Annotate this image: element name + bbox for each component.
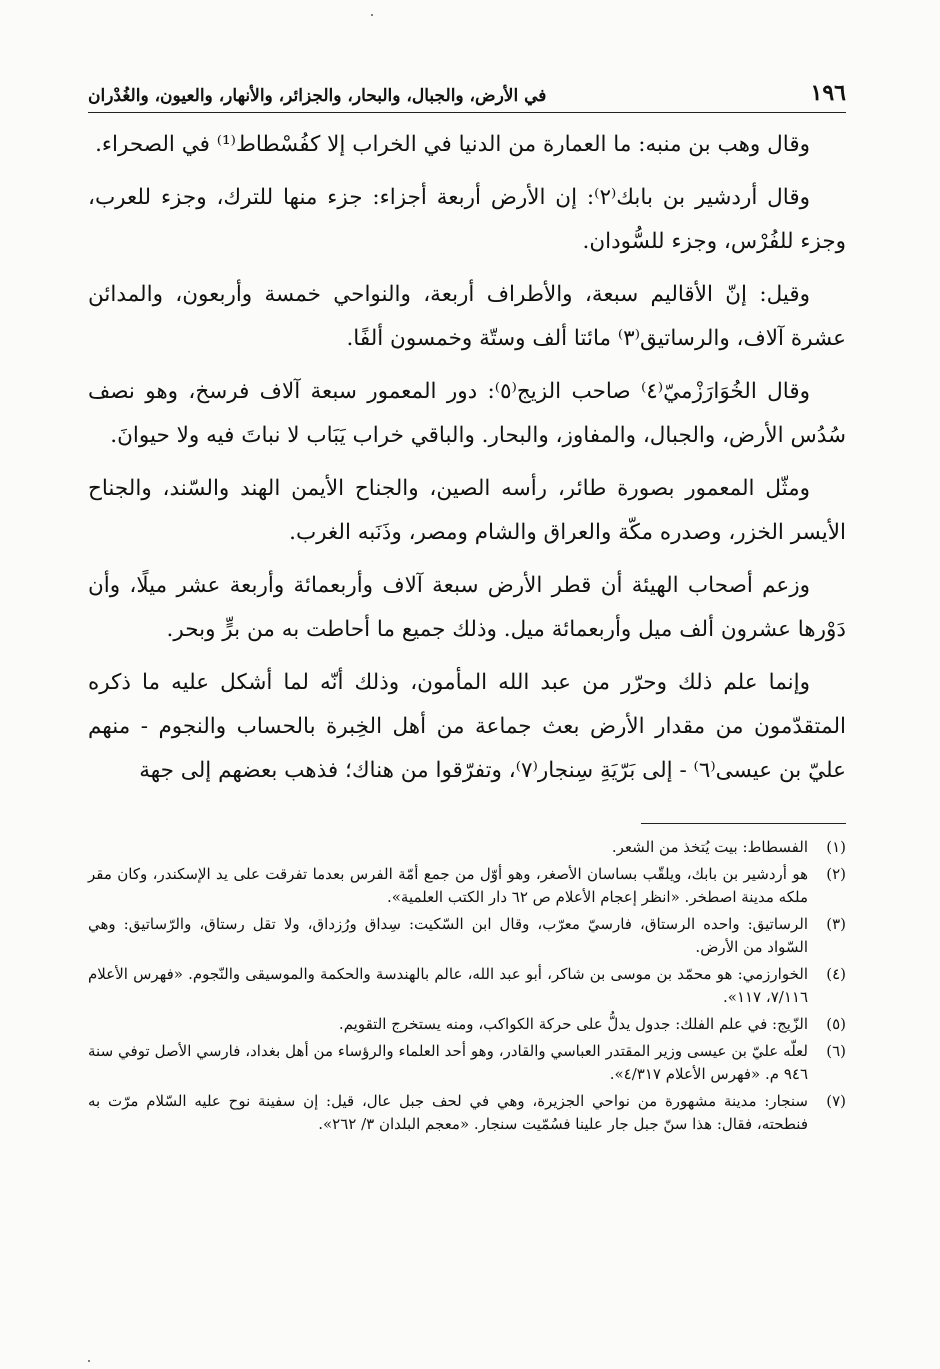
- paragraph: وزعم أصحاب الهيئة أن قطر الأرض سبعة آلاف وأربعمائة وأربعة عشر ميلًا، وأن دَوْرها عشرون ألف ميل وأربعمائة ميل. وذلك جميع ما أحاطت به من برٍّ وبحر.: [88, 573, 846, 642]
- scan-speck: [88, 1360, 90, 1362]
- paragraph: وقال أردشير بن بابك⁽٢⁾: إن الأرض أربعة أجزاء: جزء منها للترك، وجزء للعرب، وجزء للفُرْس، وجزء للسُّودان.: [88, 185, 846, 254]
- footnote: [88, 1013, 846, 1036]
- footnote-number: (٣): [826, 915, 846, 933]
- footnote-number: (٧): [826, 1092, 846, 1110]
- footnote-number: (٢): [826, 865, 846, 883]
- footnotes: [88, 836, 846, 1136]
- page-header: [88, 70, 846, 113]
- footnote-text: لعلّه عليّ بن عيسى وزير المقتدر العباسي والقادر، وهو أحد العلماء والرؤساء من أهل بغداد، فارسي الأصل توفي سنة ٩٤٦ م. «فهرس الأعلام ٤/٣١٧».: [88, 1042, 808, 1083]
- footnote: [88, 1040, 846, 1086]
- footnote-number: (٤): [826, 965, 846, 983]
- footnote-text: سنجار: مدينة مشهورة من نواحي الجزيرة، وهي في لحف جبل عال، قيل: إن سفينة نوح عليه السّلام مرّت به فنطحته، فقال: هذا سنّ جبل جار علينا فسُمّيت سنجار. «معجم البلدان ٣/ ٢٦٢».: [88, 1092, 808, 1133]
- running-title: في الأرض، والجبال، والبحار، والجزائر، والأنهار، والعيون، والغُدْران: [88, 86, 547, 106]
- footnote-separator: [641, 823, 846, 824]
- footnote: [88, 913, 846, 959]
- footnote: [88, 1090, 846, 1136]
- scan-speck: [371, 14, 373, 16]
- footnote-text: الزّيج: في علم الفلك: جدول يدلُّ على حركة الكواكب، ومنه يستخرج التقويم.: [338, 1015, 808, 1033]
- paragraph: وإنما علم ذلك وحرّر من عبد الله المأمون، وذلك أنّه لما أشكل عليه ما ذكره المتقدّمون من مقدار الأرض بعث جماعة من أهل الخِبرة بالحساب والنجوم - منهم عليّ بن عيسى⁽٦⁾ - إلى بَرّيَةِ سِنجار⁽٧⁾، وتفرّقوا من هناك؛ فذهب بعضهم إلى جهة: [88, 670, 846, 783]
- main-text: [88, 123, 846, 793]
- footnote: [88, 963, 846, 1009]
- paragraph: وقال الخُوَارَزْميّ⁽٤⁾ صاحب الزيج⁽٥⁾: دور المعمور سبعة آلاف فرسخ، وهو نصف سُدُس الأرض، والجبال، والمفاوز، والبحار. والباقي خراب يَبَاب لا نباتَ فيه ولا حيوانَ.: [88, 379, 846, 448]
- footnote-number: (٦): [826, 1042, 846, 1060]
- footnote-text: الرساتيق: واحده الرستاق، فارسيّ معرّب، وقال ابن السّكيت: سِداق ورُزداق، ولا تقل رستاق، والرّساتيق: وهي السّواد من الأرض.: [88, 915, 808, 956]
- footnote-text: الفسطاط: بيت يُتخذ من الشعر.: [611, 838, 808, 856]
- footnote-text: الخوارزمي: هو محمّد بن موسى بن شاكر، أبو عبد الله، عالم بالهندسة والحكمة والموسيقى والنّجوم. «فهرس الأعلام ٧/١١٦، ١١٧».: [88, 965, 808, 1006]
- footnote-number: (٥): [826, 1015, 846, 1033]
- paragraph: وقيل: إنّ الأقاليم سبعة، والأطراف أربعة، والنواحي خمسة وأربعون، والمدائن عشرة آلاف، والرساتيق⁽٣⁾ مائتا ألف وستّة وخمسون ألفًا.: [88, 282, 846, 351]
- footnote: [88, 863, 846, 909]
- page-number: ١٩٦: [810, 80, 846, 106]
- paragraph: ومثّل المعمور بصورة طائر، رأسه الصين، والجناح الأيمن الهند والسّند، والجناح الأيسر الخزر، وصدره مكّة والعراق والشام ومصر، وذَنَبه الغرب.: [88, 476, 846, 545]
- footnote: [88, 836, 846, 859]
- footnote-number: (١): [826, 838, 846, 856]
- paragraph: وقال وهب بن منبه: ما العمارة من الدنيا في الخراب إلا كفُسْطاط⁽¹⁾ في الصحراء.: [95, 132, 810, 157]
- footnote-text: هو أردشير بن بابك، ويلقّب بساسان الأصغر، وهو أوّل من جمع أمّة الفرس بعدما تفرقت على يد الإسكندر، وكان مقر ملكه مدينة اصطخر. «انظر إعجام الأعلام ص ٦٢ دار الكتب العلمية».: [88, 865, 808, 906]
- book-page: [88, 70, 846, 1140]
